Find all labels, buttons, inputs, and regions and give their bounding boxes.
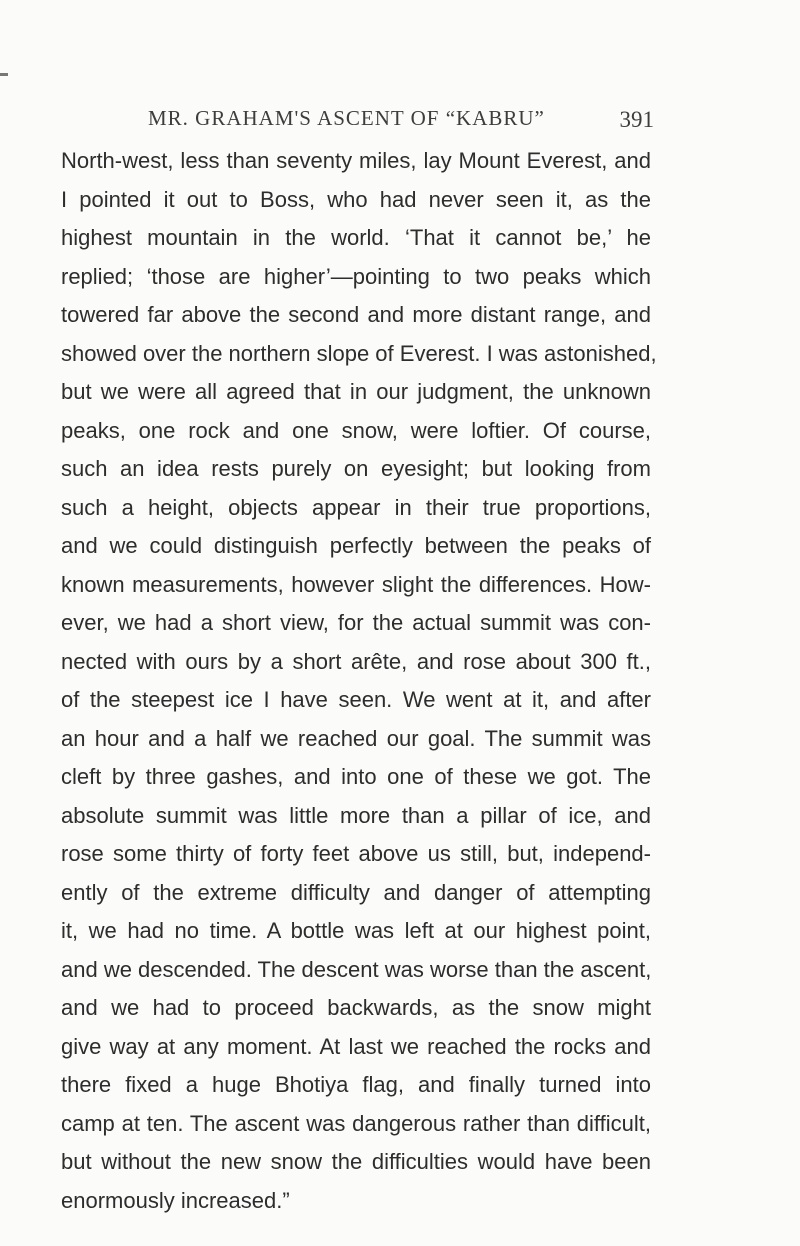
text-line: such an idea rests purely on eyesight; but looking from xyxy=(61,456,651,481)
text-line: there fixed a huge Bhotiya flag, and finally turned into xyxy=(61,1072,651,1097)
text-line: but without the new snow the difficulties would have been xyxy=(61,1149,651,1174)
text-line: enormously increased.” xyxy=(61,1187,290,1213)
text-line: highest mountain in the world. ‘That it cannot be,’ he xyxy=(61,225,651,250)
text-line: but we were all agreed that in our judgment, the unknown xyxy=(61,379,651,404)
body-paragraph xyxy=(61,142,657,1220)
text-line: of the steepest ice I have seen. We went at it, and after xyxy=(61,687,651,712)
running-head: MR. GRAHAM'S ASCENT OF “KABRU” xyxy=(148,106,545,130)
page-number: 391 xyxy=(619,107,654,132)
edge-mark xyxy=(0,73,8,76)
text-line: I pointed it out to Boss, who had never seen it, as the xyxy=(61,186,651,212)
text-line: known measurements, however slight the differences. How- xyxy=(61,571,651,597)
text-line: camp at ten. The ascent was dangerous rather than difficult, xyxy=(61,1110,651,1136)
text-line: North-west, less than seventy miles, lay Mount Everest, and xyxy=(61,148,651,173)
text-line: replied; ‘those are higher’—pointing to two peaks which xyxy=(61,263,651,289)
text-line: such a height, objects appear in their true proportions, xyxy=(61,494,651,520)
text-line: and we descended. The descent was worse than the ascent, xyxy=(61,956,652,982)
text-line: give way at any moment. At last we reached the rocks and xyxy=(61,1033,651,1059)
text-line: ever, we had a short view, for the actual summit was con- xyxy=(61,610,651,635)
text-line: nected with ours by a short arête, and rose about 300 ft., xyxy=(61,648,651,674)
text-line: rose some thirty of forty feet above us still, but, independ- xyxy=(61,841,651,866)
text-line: absolute summit was little more than a pillar of ice, and xyxy=(61,802,651,828)
text-line: ently of the extreme difficulty and danger of attempting xyxy=(61,879,651,905)
text-line: and we had to proceed backwards, as the snow might xyxy=(61,995,651,1020)
text-line: and we could distinguish perfectly between the peaks of xyxy=(61,533,651,558)
text-line: cleft by three gashes, and into one of these we got. The xyxy=(61,764,651,789)
text-line: it, we had no time. A bottle was left at our highest point, xyxy=(61,918,651,943)
text-line: towered far above the second and more distant range, and xyxy=(61,302,651,327)
text-line: an hour and a half we reached our goal. The summit was xyxy=(61,725,651,751)
text-line: peaks, one rock and one snow, were loftier. Of course, xyxy=(61,417,651,443)
text-line: showed over the northern slope of Everest. I was astonished, xyxy=(61,340,657,366)
